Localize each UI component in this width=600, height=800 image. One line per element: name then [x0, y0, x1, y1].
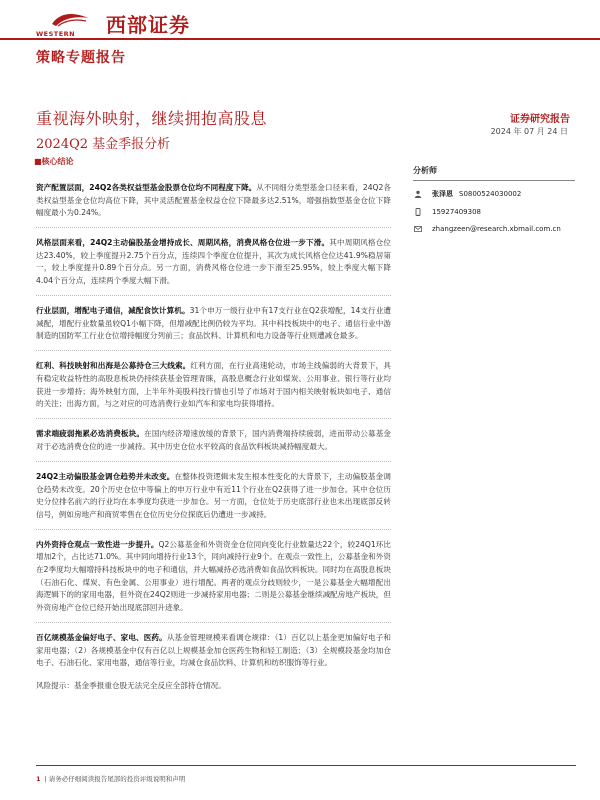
paragraph-divider [36, 418, 391, 419]
report-title: 重视海外映射，继续拥抱高股息 [36, 109, 268, 128]
email-icon [413, 224, 422, 233]
analyst-panel [413, 165, 575, 233]
footer-divider [36, 765, 576, 766]
paragraph-divider [36, 227, 391, 228]
page-footer [36, 774, 185, 783]
paragraph-fund-size [36, 632, 391, 670]
paragraph-lead: 百亿规模基金偏好电子、家电、医药。 [36, 632, 167, 642]
paragraph-rebalance-trend [36, 471, 391, 521]
analyst-heading: 分析师 [413, 165, 575, 181]
report-subtitle: 2024Q2 基金季报分析 [36, 137, 171, 152]
logo-chinese-text: 西部证券 [106, 12, 190, 37]
paragraph-divider [36, 295, 391, 296]
analyst-email[interactable]: zhangzeen@research.xbmail.com.cn [432, 224, 561, 233]
logo-mark [36, 8, 104, 38]
paragraph-divider [36, 461, 391, 462]
paragraph-lead: 红利、科技映射和出海是公募持仓三大线索。 [36, 361, 191, 371]
paragraph-lead: 24Q2主动偏股基金调仓趋势并未改变。 [36, 472, 175, 481]
analyst-phone: 15927409308 [432, 207, 481, 216]
paragraph-text: 红利方面，在行业高速轮动，市场主线偏弱的大背景下，具有稳定收益特性的高股息板块仍持续获基金管理青睐，高股息概念行业如煤炭、公用事业、银行等行业均获进一步增持；海外映射方面，上半年外美股科技行情也引导了市场对于国内相关映射板块如电子、通信的关注；出海方面，与之对应的可选消费行业如汽车和家电均获得增持。 [36, 361, 392, 409]
person-icon [413, 190, 422, 199]
core-conclusion-label: ■核心结论 [34, 157, 74, 166]
risk-warning: 风险提示：基金季报重仓股无法完全反应全部持仓情况。 [36, 681, 226, 691]
paragraph-industry [36, 305, 391, 343]
paragraph-text: 从不同细分类型基金口径来看，24Q2各类权益型基金仓位均高位下降，其中灵活配置基金权益仓位下降最多达2.51%，增强指数型基金仓位下降幅度最小为0.24%。 [36, 183, 391, 218]
analyst-phone-row [413, 207, 575, 216]
paragraph-text: 在国内经济增速放缓的背景下，国内消费端持续疲弱，进而带动公募基金对于必选消费仓位的进一步减持。其中历史仓位水平较高的食品饮料板块减持幅度最大。 [36, 429, 392, 451]
page-number: 1 [36, 775, 41, 783]
analyst-email-row [413, 224, 575, 233]
paragraph-text: 其中周期风格仓位达23.40%，较上季度提升2.75个百分点，连续四个季度仓位提升，其次为成长风格仓位达41.9%稳居第一，较上季度提升0.89个百分点。另一方面，消费风格仓位进一步下滑至25.95%，较上季度大幅下降4.04个百分点，连续两个季度大幅下滑。 [36, 238, 392, 286]
summary-body [36, 182, 391, 703]
paragraph-text: 在整体投资逻辑未发生根本性变化的大背景下，主动偏股基金调仓趋势未改变。20个历史仓位中等偏上的申万行业中有近11个行业在Q2获得了进一步加仓。其中仓位历史分位排名前六的行业均在本季度均获进一步加仓。另一方面，仓位处于历史底部行业也未出现底部反转信号，例如房地产和商贸零售在仓位历史分位探底后仍遭进一步减持。 [36, 472, 392, 519]
company-logo [36, 8, 190, 38]
paragraph-risk [36, 680, 391, 693]
report-date: 2024 年 07 月 24 日 [490, 127, 568, 136]
phone-icon [413, 207, 422, 216]
paragraph-divider [36, 622, 391, 623]
securities-research-label: 证券研究报告 [510, 114, 570, 125]
analyst-name: 张泽恩 [432, 190, 453, 198]
paragraph-text: 31个申万一级行业中有17支行业在Q2获增配，14支行业遭减配，增配行业数量虽较Q1小幅下降，但增减配比例仍较为平均。其中科技板块中的电子、通信行业中游制造的国防军工行业仓位增持幅度分列前三；食品饮料、计算机和电力设备等行业则遭减仓最多。 [36, 306, 392, 341]
logo-english-text: WESTERN [36, 30, 76, 38]
analyst-name-row [413, 189, 575, 199]
paragraph-divider [36, 350, 391, 351]
paragraph-lead: 需求端疲弱拖累必选消费板块。 [36, 429, 145, 439]
footer-disclaimer: | 请务必仔细阅读报告尾部的投资评级说明和声明 [44, 775, 186, 783]
analyst-cert: S0800524030002 [459, 190, 522, 198]
paragraph-text: 从基金管理规模来看调仓规律：（1）百亿以上基金更加偏好电子和家用电器；（2）各规模基金中仅有百亿以上规模基金加仓医药生物和轻工制造；（3）全规模段基金均加仓电子、石油石化、家用电器，通信等行业，均减仓食品饮料、计算机和纺织服饰等行业。 [36, 632, 391, 668]
paragraph-divider [36, 529, 391, 530]
paragraph-consumption [36, 428, 391, 453]
report-category: 策略专题报告 [36, 50, 126, 66]
paragraph-style [36, 237, 391, 287]
paragraph-lead: 资产配置层面，24Q2各类权益型基金股票仓位均不同程度下降。 [36, 183, 257, 192]
paragraph-text: Q2公募基金和外资资金仓位同向变化行业数量达22个，较24Q1环比增加2个，占比达71.0%。其中同向增持行业13个，同向减持行业9个。在观点一致性上，公募基金和外资在2季度均大幅增持科技板块中的电子和通信，并大幅减持必选消费如食品饮料板块。同时均在高股息板块（石油石化、煤炭、有色金属、公用事业）进行增配。两者的观点分歧则较少，一是公募基金大幅增配出海逻辑下的的家用电器，但外资在24Q2则进一步减持家用电器；二则是公募基金继续减配房地产板块，但外资房地产仓位已经开始出现底部回升迹象。 [36, 539, 391, 612]
paragraph-themes [36, 360, 391, 410]
header-divider [0, 38, 600, 40]
paragraph-lead: 风格层面来看，24Q2主动偏股基金增持成长、周期风格，消费风格仓位进一步下滑。 [36, 238, 330, 248]
paragraph-domestic-foreign [36, 539, 391, 615]
swoosh-icon [50, 10, 90, 28]
paragraph-asset-allocation [36, 182, 391, 220]
paragraph-lead: 行业层面，增配电子通信，减配食饮计算机。 [36, 306, 190, 316]
paragraph-lead: 内外资持仓观点一致性进一步提升。 [36, 539, 159, 549]
